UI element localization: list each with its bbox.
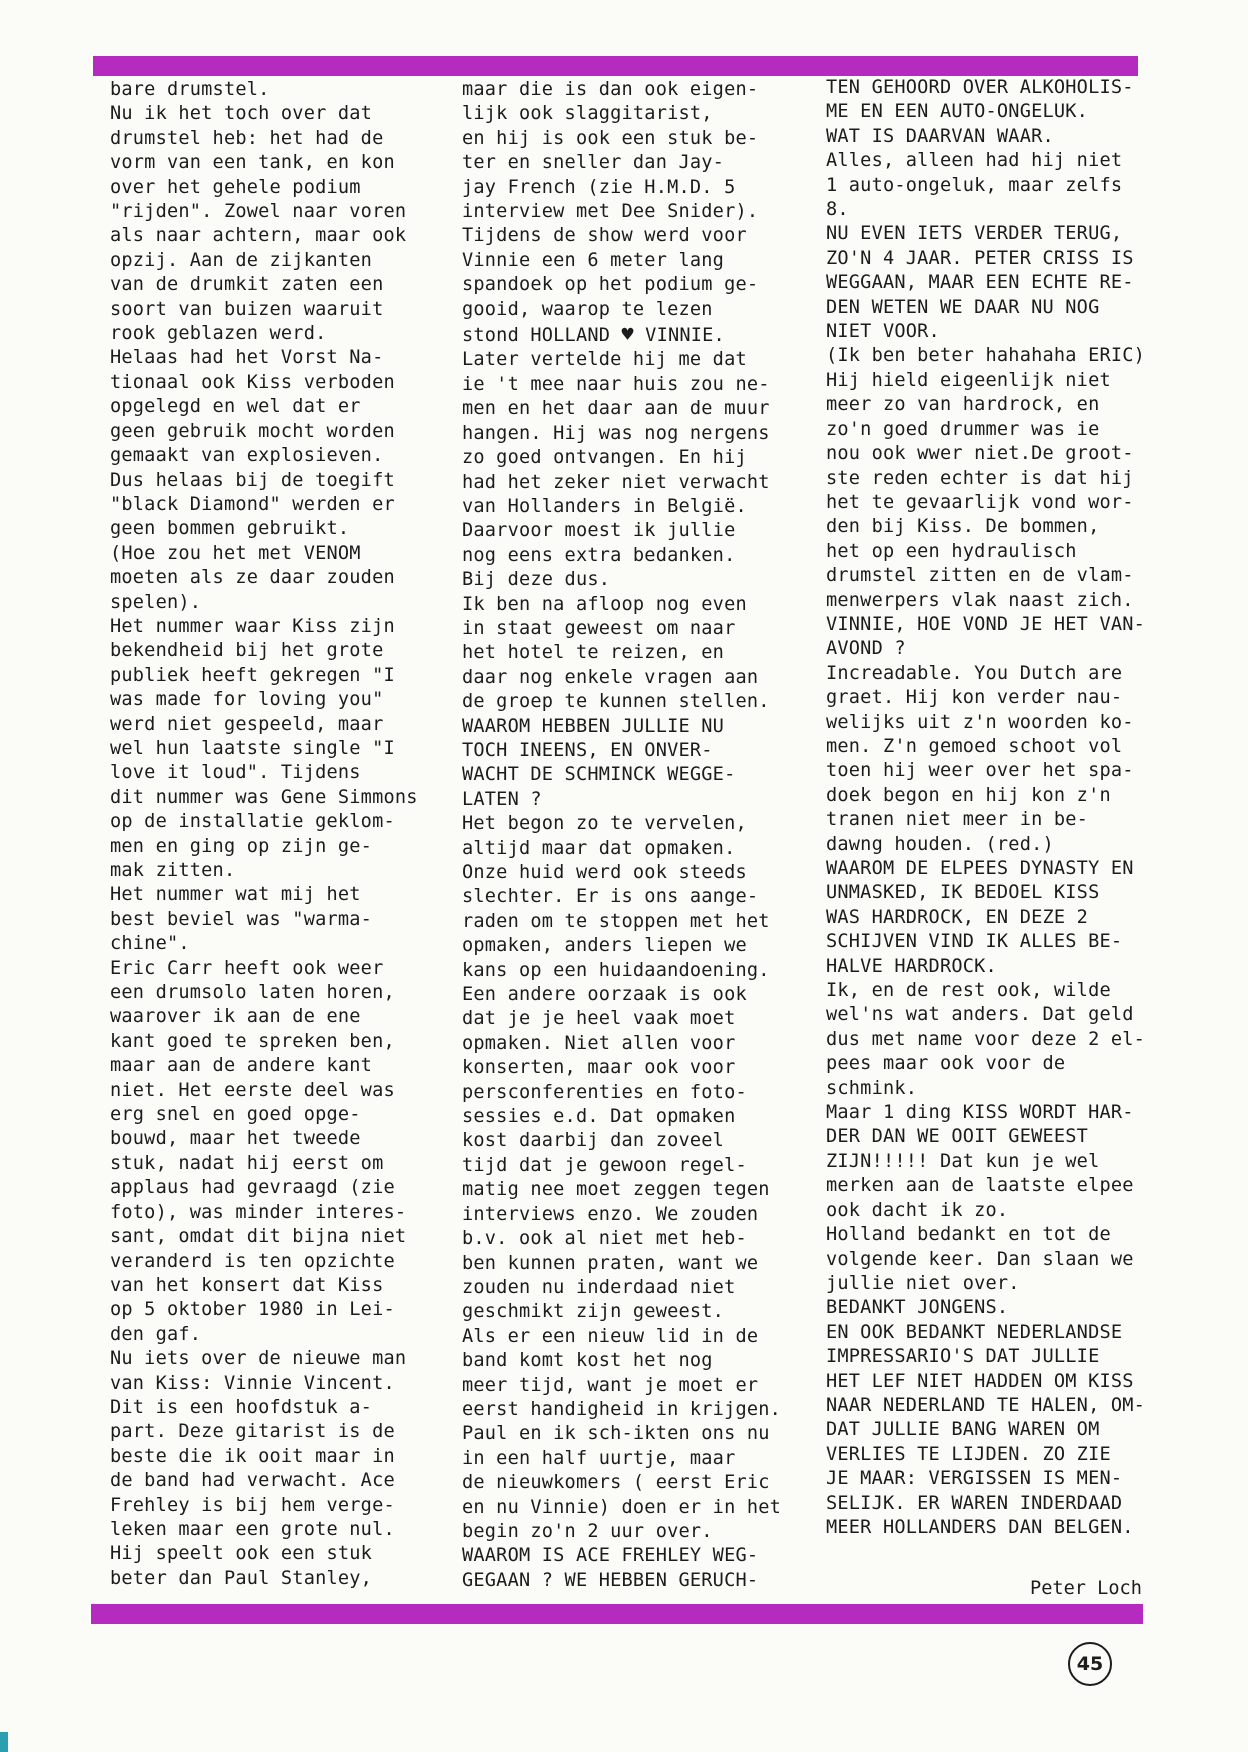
text-line: Nu ik het toch over dat (110, 103, 373, 125)
text-line: bouwd, maar het tweede (110, 1128, 361, 1150)
text-line: EN OOK BEDANKT NEDERLANDSE (826, 1321, 1123, 1343)
text-line: ie 't mee naar huis zou ne- (462, 373, 770, 395)
text-line: beter dan Paul Stanley, (110, 1567, 373, 1589)
text-line: foto), was minder interes- (110, 1201, 407, 1223)
text-line: den bij Kiss. De bommen, (826, 516, 1100, 538)
text-line: als naar achtern, maar ook (110, 225, 407, 247)
text-line: maar die is dan ook eigen- (462, 79, 759, 100)
scan-edge-mark (0, 1732, 8, 1752)
text-line: applaus had gevraagd (zie (110, 1177, 395, 1199)
text-line: NAAR NEDERLAND TE HALEN, OM- (826, 1394, 1146, 1416)
author-signature: Peter Loch (1030, 1578, 1142, 1599)
text-line: WAT IS DAARVAN WAAR. (826, 125, 1054, 147)
text-line: opmaken, anders liepen we (462, 935, 747, 957)
text-line: meer zo van hardrock, en (826, 394, 1100, 416)
text-line: HET LEF NIET HADDEN OM KISS (826, 1370, 1134, 1392)
text-line: meer tijd, want je moet er (462, 1374, 759, 1396)
text-line: begin zo'n 2 uur over. (462, 1520, 713, 1542)
heart-icon: ♥ (621, 322, 634, 347)
text-line: Dus helaas bij de toegift (110, 469, 395, 491)
text-line: dus met name voor deze 2 el- (826, 1028, 1146, 1050)
text-line: mak zitten. (110, 860, 236, 881)
text-line: Een andere oorzaak is ook (462, 984, 747, 1006)
top-decorative-bar (93, 56, 1138, 76)
page-number-badge (1068, 1642, 1112, 1686)
article-column-3 (826, 76, 1171, 1540)
text-line: niet. Het eerste deel was (110, 1079, 395, 1101)
text-line: spelen). (110, 591, 202, 613)
text-line: graet. Hij kon verder nau- (826, 687, 1123, 709)
text-line: Het begon zo te vervelen, (462, 813, 747, 835)
text-line: op de installatie geklom- (110, 811, 395, 833)
text-line: geen gebruik mocht worden (110, 420, 395, 442)
text-line: stuk, nadat hij eerst om (110, 1152, 384, 1174)
text-line: sessies e.d. Dat opmaken (462, 1106, 736, 1128)
text-line: een drumsolo laten horen, (110, 982, 395, 1004)
text-line: DEN WETEN WE DAAR NU NOG (826, 296, 1100, 318)
text-line: van Hollanders in België. (462, 495, 747, 517)
text-line: zouden nu inderdaad niet (462, 1276, 736, 1298)
text-line: Hij speelt ook een stuk (110, 1543, 373, 1565)
text-line: JE MAAR: VERGISSEN IS MEN- (826, 1468, 1123, 1490)
text-line: soort van buizen waaruit (110, 298, 384, 320)
text-line: van Kiss: Vinnie Vincent. (110, 1372, 395, 1394)
text-line: gooid, waarop te lezen (462, 298, 713, 320)
text-line: ter en sneller dan Jay- (462, 152, 725, 174)
text-line: bare drumstel. (110, 79, 270, 100)
text-line: nog eens extra bedanken. (462, 544, 736, 566)
text-line: VINNIE, HOE VOND JE HET VAN- (826, 613, 1146, 635)
text-line: leken maar een grote nul. (110, 1518, 395, 1540)
text-line: de groep te kunnen stellen. (462, 691, 770, 713)
text-line: drumstel zitten en de vlam- (826, 565, 1134, 587)
text-line: "rijden". Zowel naar voren (110, 201, 407, 223)
text-line: geschmikt zijn geweest. (462, 1301, 725, 1323)
text-line: veranderd is ten opzichte (110, 1250, 395, 1272)
text-line: waarover ik aan de ene (110, 1006, 361, 1028)
text-line: 8. (826, 199, 849, 221)
text-line: opgelegd en wel dat er (110, 396, 361, 418)
text-line: beste die ik ooit maar in (110, 1445, 395, 1467)
text-line: MEER HOLLANDERS DAN BELGEN. (826, 1516, 1134, 1538)
text-line: men en het daar aan de muur (462, 398, 770, 420)
text-line: Bij deze dus. (462, 569, 611, 591)
text-line: kost daarbij dan zoveel (462, 1130, 725, 1152)
text-line: interview met Dee Snider). (462, 201, 759, 223)
text-line: en nu Vinnie) doen er in het (462, 1496, 782, 1518)
text-line: gemaakt van explosieven. (110, 445, 384, 467)
text-line: WACHT DE SCHMINCK WEGGE- (462, 764, 736, 786)
text-line: part. Deze gitarist is de (110, 1421, 395, 1443)
heart-line-before: stond HOLLAND (462, 325, 622, 347)
text-line: wel hun laatste single "I (110, 737, 395, 759)
text-line: in een half uurtje, maar (462, 1447, 736, 1469)
text-line: schmink. (826, 1077, 918, 1099)
text-line: werd niet gespeeld, maar (110, 713, 384, 735)
text-line: van het konsert dat Kiss (110, 1274, 384, 1296)
text-line: TEN GEHOORD OVER ALKOHOLIS- (826, 77, 1134, 98)
text-line: Alles, alleen had hij niet (826, 150, 1123, 172)
text-line: Als er een nieuw lid in de (462, 1325, 759, 1347)
text-line: chine". (110, 933, 190, 955)
text-line: welijks uit z'n woorden ko- (826, 711, 1134, 733)
text-line: WAAROM HEBBEN JULLIE NU (462, 715, 725, 737)
text-line: pees maar ook voor de (826, 1053, 1066, 1075)
text-line: "black Diamond" werden er (110, 493, 395, 515)
text-line: de band had verwacht. Ace (110, 1470, 395, 1492)
text-line: Later vertelde hij me dat (462, 349, 747, 371)
text-line: eerst handigheid in krijgen. (462, 1398, 782, 1420)
text-line: lijk ook slaggitarist, (462, 103, 713, 125)
text-line: b.v. ook al niet met heb- (462, 1228, 747, 1250)
text-line: het te gevaarlijk vond wor- (826, 491, 1134, 513)
text-line: Tijdens de show werd voor (462, 225, 747, 247)
text-line: NU EVEN IETS VERDER TERUG, (826, 223, 1123, 245)
text-line: had het zeker niet verwacht (462, 471, 770, 493)
text-line: WAAROM IS ACE FREHLEY WEG- (462, 1545, 759, 1567)
text-line: de nieuwkomers ( eerst Eric (462, 1472, 770, 1494)
text-line: jullie niet over. (826, 1272, 1020, 1294)
text-line: jay French (zie H.M.D. 5 (462, 176, 736, 198)
text-line: van de drumkit zaten een (110, 274, 384, 296)
text-line: Het nummer wat mij het (110, 884, 361, 906)
text-line: maar aan de andere kant (110, 1055, 373, 1077)
text-line: band komt kost het nog (462, 1350, 713, 1372)
text-line: merken aan de laatste elpee (826, 1175, 1134, 1197)
text-line: BEDANKT JONGENS. (826, 1297, 1009, 1319)
text-line: hangen. Hij was nog nergens (462, 422, 770, 444)
text-line: den gaf. (110, 1323, 202, 1345)
text-line: sant, omdat dit bijna niet (110, 1226, 407, 1248)
text-line: (Hoe zou het met VENOM (110, 542, 361, 564)
text-line: geen bommen gebruikt. (110, 518, 350, 540)
text-line: persconferenties en foto- (462, 1081, 747, 1103)
text-line: DER DAN WE OOIT GEWEEST (826, 1126, 1089, 1148)
text-line: dit nummer was Gene Simmons (110, 786, 418, 808)
text-line: wel'ns wat anders. Dat geld (826, 1004, 1134, 1026)
text-line: matig nee moet zeggen tegen (462, 1179, 770, 1201)
text-line: kant goed te spreken ben, (110, 1030, 395, 1052)
text-line: publiek heeft gekregen "I (110, 664, 395, 686)
text-line: opzij. Aan de zijkanten (110, 249, 373, 271)
text-line: WAAROM DE ELPEES DYNASTY EN (826, 858, 1134, 879)
text-line: het op een hydraulisch (826, 540, 1077, 562)
text-line: menwerpers vlak naast zich. (826, 589, 1134, 611)
text-line: nou ook wwer niet.De groot- (826, 443, 1134, 465)
text-line: SELIJK. ER WAREN INDERDAAD (826, 1492, 1123, 1514)
text-line: Paul en ik sch-ikten ons nu (462, 1423, 770, 1445)
text-line: interviews enzo. We zouden (462, 1203, 759, 1225)
text-line: Dit is een hoofdstuk a- (110, 1396, 373, 1418)
text-line: toen hij weer over het spa- (826, 760, 1134, 782)
text-line: zo'n goed drummer was ie (826, 418, 1100, 440)
text-line: drumstel heb: het had de (110, 127, 384, 149)
holland-vinnie-line (462, 322, 807, 348)
text-line: doek begon en hij kon z'n (826, 784, 1111, 806)
text-line: konserten, maar ook voor (462, 1057, 736, 1079)
text-line: WEGGAAN, MAAR EEN ECHTE RE- (826, 272, 1134, 294)
text-line: in staat geweest om naar (462, 617, 736, 639)
text-line: VERLIES TE LIJDEN. ZO ZIE (826, 1443, 1111, 1465)
text-line: Frehley is bij hem verge- (110, 1494, 395, 1516)
text-line: dat je je heel vaak moet (462, 1008, 736, 1030)
text-line: LATEN ? (462, 788, 542, 810)
heart-line-after: VINNIE. (633, 325, 725, 347)
article-column-2 (462, 78, 807, 1593)
text-line: ZO'N 4 JAAR. PETER CRISS IS (826, 247, 1134, 269)
text-line: HALVE HARDROCK. (826, 955, 997, 977)
text-line: Daarvoor moest ik jullie (462, 520, 736, 542)
text-line: ME EN EEN AUTO-ONGELUK. (826, 101, 1089, 123)
text-line: Holland bedankt en tot de (826, 1224, 1111, 1246)
column-2-part-1 (462, 78, 807, 322)
text-line: Vinnie een 6 meter lang (462, 249, 725, 271)
text-line: spandoek op het podium ge- (462, 274, 759, 296)
text-line: ZIJN!!!!! Dat kun je wel (826, 1150, 1100, 1172)
text-line: tranen niet meer in be- (826, 809, 1089, 831)
text-line: op 5 oktober 1980 in Lei- (110, 1299, 395, 1321)
text-line: Nu iets over de nieuwe man (110, 1348, 407, 1370)
text-line: daar nog enkele vragen aan (462, 666, 759, 688)
text-line: best beviel was "warma- (110, 908, 373, 930)
text-line: SCHIJVEN VIND IK ALLES BE- (826, 931, 1123, 953)
text-line: tionaal ook Kiss verboden (110, 371, 395, 393)
text-line: slechter. Er is ons aange- (462, 886, 759, 908)
article-column-1 (110, 78, 435, 1591)
column-2-part-2 (462, 348, 807, 1593)
text-line: altijd maar dat opmaken. (462, 837, 736, 859)
text-line: WAS HARDROCK, EN DEZE 2 (826, 906, 1089, 928)
text-line: het hotel te reizen, en (462, 642, 725, 664)
text-line: vorm van een tank, en kon (110, 152, 395, 174)
text-line: Maar 1 ding KISS WORDT HAR- (826, 1102, 1134, 1124)
text-line: DAT JULLIE BANG WAREN OM (826, 1419, 1100, 1441)
text-line: Onze huid werd ook steeds (462, 862, 747, 883)
text-line: UNMASKED, IK BEDOEL KISS (826, 882, 1100, 904)
text-line: kans op een huidaandoening. (462, 959, 770, 981)
text-line: Ik ben na afloop nog even (462, 593, 747, 615)
text-line: Het nummer waar Kiss zijn (110, 615, 395, 637)
text-line: raden om te stoppen met het (462, 910, 770, 932)
text-line: men. Z'n gemoed schoot vol (826, 735, 1123, 757)
text-line: opmaken. Niet allen voor (462, 1032, 736, 1054)
text-line: over het gehele podium (110, 176, 361, 198)
text-line: moeten als ze daar zouden (110, 567, 395, 589)
text-line: was made for loving you" (110, 689, 384, 711)
text-line: Ik, en de rest ook, wilde (826, 980, 1111, 1002)
text-line: ste reden echter is dat hij (826, 467, 1134, 489)
text-line: love it loud". Tijdens (110, 762, 361, 784)
text-line: men en ging op zijn ge- (110, 835, 373, 857)
text-line: zo goed ontvangen. En hij (462, 447, 747, 469)
text-line: GEGAAN ? WE HEBBEN GERUCH- (462, 1569, 759, 1591)
text-line: volgende keer. Dan slaan we (826, 1248, 1134, 1270)
text-line: ook dacht ik zo. (826, 1199, 1009, 1221)
page-number: 45 (1076, 1653, 1104, 1675)
text-line: IMPRESSARIO'S DAT JULLIE (826, 1346, 1100, 1368)
text-line: Hij hield eigeenlijk niet (826, 369, 1111, 391)
text-line: Eric Carr heeft ook weer (110, 957, 384, 979)
text-line: 1 auto-ongeluk, maar zelfs (826, 174, 1123, 196)
text-line: TOCH INEENS, EN ONVER- (462, 739, 713, 761)
text-line: Increadable. You Dutch are (826, 662, 1123, 684)
text-line: tijd dat je gewoon regel- (462, 1154, 747, 1176)
text-line: bekendheid bij het grote (110, 640, 384, 662)
text-line: ben kunnen praten, want we (462, 1252, 759, 1274)
text-line: en hij is ook een stuk be- (462, 127, 759, 149)
bottom-decorative-bar (91, 1604, 1143, 1624)
text-line: rook geblazen werd. (110, 323, 327, 345)
text-line: Helaas had het Vorst Na- (110, 347, 384, 369)
text-line: erg snel en goed opge- (110, 1104, 361, 1126)
text-line: (Ik ben beter hahahaha ERIC) (826, 345, 1146, 367)
text-line: dawng houden. (red.) (826, 833, 1054, 855)
text-line: NIET VOOR. (826, 321, 940, 343)
text-line: AVOND ? (826, 638, 906, 660)
